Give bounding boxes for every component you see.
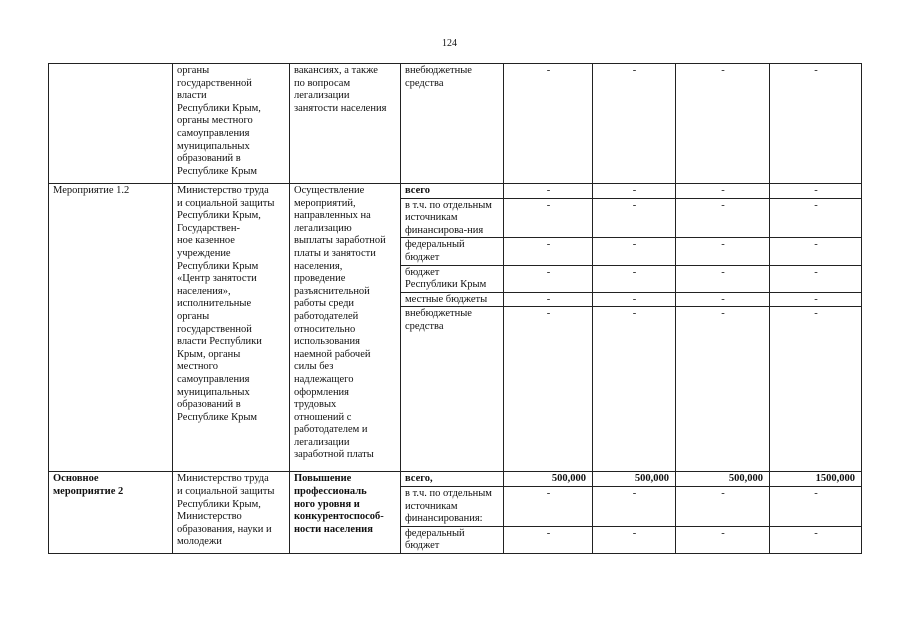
value-cell: - — [676, 198, 770, 238]
table-row-main-activity-2 — [49, 472, 862, 487]
value-cell: - — [676, 184, 770, 199]
value-cell: - — [504, 265, 593, 292]
value-cell: - — [504, 292, 593, 307]
value-cell: 500,000 — [593, 472, 676, 487]
value-cell: - — [676, 292, 770, 307]
value-cell: - — [593, 64, 676, 184]
value-cell: - — [593, 265, 676, 292]
value-cell: - — [504, 198, 593, 238]
funding-source-cell: в т.ч. по отдельным источникам финансирования: — [401, 486, 504, 526]
value-cell: - — [593, 184, 676, 199]
value-cell: - — [770, 486, 862, 526]
value-cell: - — [504, 486, 593, 526]
value-cell: - — [593, 292, 676, 307]
value-cell: - — [593, 526, 676, 553]
funding-source-cell: местные бюджеты — [401, 292, 504, 307]
page-number: 124 — [442, 38, 457, 49]
executor-cell: органы государственной власти Республики Крым, органы местного самоуправления муниципальных образований в Республике Крым — [173, 64, 290, 184]
content-cell: вакансиях, а также по вопросам легализации занятости населения — [290, 64, 401, 184]
funding-source-cell: всего — [401, 184, 504, 199]
funding-source-cell: федеральный бюджет — [401, 238, 504, 265]
value-cell: - — [770, 198, 862, 238]
budget-table — [48, 63, 862, 554]
funding-source-cell: федеральный бюджет — [401, 526, 504, 553]
value-cell: - — [504, 64, 593, 184]
activity-name-cell: Основное мероприятие 2 — [49, 472, 173, 554]
activity-name-cell: Мероприятие 1.2 — [49, 184, 173, 472]
funding-source-cell: бюджет Республики Крым — [401, 265, 504, 292]
funding-source-cell: внебюджетные средства — [401, 307, 504, 472]
value-cell: - — [676, 265, 770, 292]
value-cell: - — [593, 307, 676, 472]
value-cell: - — [770, 265, 862, 292]
value-cell: - — [593, 486, 676, 526]
funding-source-cell: в т.ч. по отдельным источникам финансирова-ния — [401, 198, 504, 238]
value-cell: - — [676, 64, 770, 184]
value-cell: - — [676, 526, 770, 553]
content-cell: Повышение профессиональ ного уровня и конкурентоспособ- ности населения — [290, 472, 401, 554]
table-row-activity-1-2 — [49, 184, 862, 199]
value-cell: - — [770, 184, 862, 199]
value-cell: - — [593, 238, 676, 265]
value-cell: - — [676, 238, 770, 265]
funding-source-cell: всего, — [401, 472, 504, 487]
value-cell: - — [504, 307, 593, 472]
activity-name-cell — [49, 64, 173, 184]
value-cell: 500,000 — [676, 472, 770, 487]
value-cell: - — [676, 486, 770, 526]
value-cell: 1500,000 — [770, 472, 862, 487]
value-cell: 500,000 — [504, 472, 593, 487]
value-cell: - — [593, 198, 676, 238]
value-cell: - — [676, 307, 770, 472]
executor-cell: Министерство труда и социальной защиты Республики Крым, Министерство образования, науки и молодежи — [173, 472, 290, 554]
value-cell: - — [770, 238, 862, 265]
value-cell: - — [770, 307, 862, 472]
value-cell: - — [770, 64, 862, 184]
value-cell: - — [770, 526, 862, 553]
executor-cell: Министерство труда и социальной защиты Республики Крым, Государствен- ное казенное учреждение Республики Крым «Центр занятости населения», исполнительные органы государственной власти Республики Крым, органы местного самоуправления муниципальных образований в Республике Крым — [173, 184, 290, 472]
value-cell: - — [504, 238, 593, 265]
value-cell: - — [504, 526, 593, 553]
table-row-continuation — [49, 64, 862, 184]
value-cell: - — [770, 292, 862, 307]
funding-source-cell: внебюджетные средства — [401, 64, 504, 184]
content-cell: Осуществление мероприятий, направленных на легализацию выплаты заработной платы и занятости населения, проведение разъяснительной работы среди работодателей относительно использования наемной рабочей силы без надлежащего оформления трудовых отношений с работодателем и легализации заработной платы — [290, 184, 401, 472]
value-cell: - — [504, 184, 593, 199]
